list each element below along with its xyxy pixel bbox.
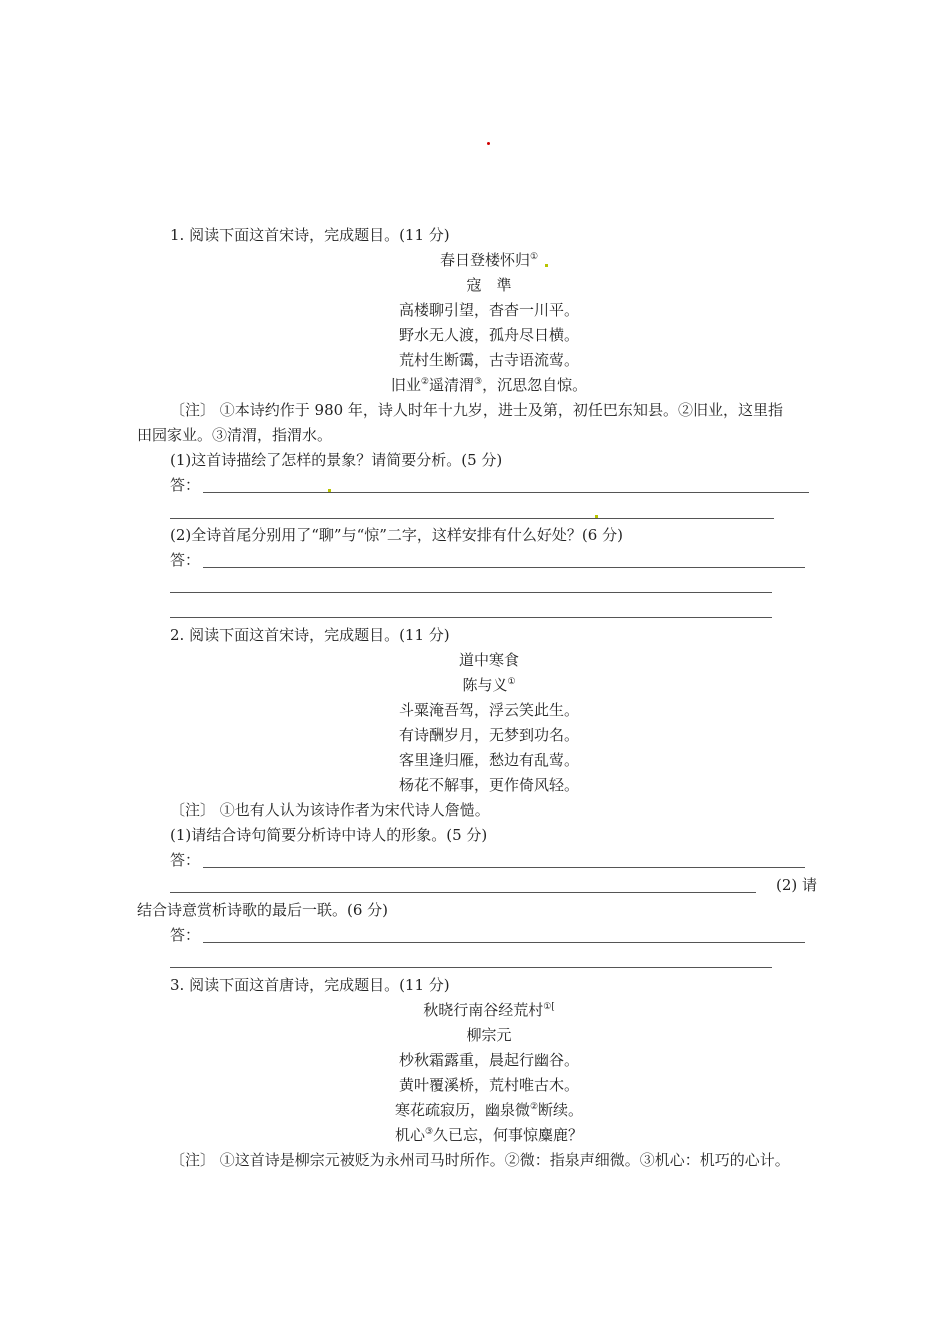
q1-answer-line-2[interactable] [170,518,774,519]
q1-footnote-mark-3: ③ [474,377,483,387]
q3-note: 〔注〕 ①这首诗是柳宗元被贬为永州司马时所作。②微：指泉声细微。③机心：机巧的心计。 [170,1151,790,1169]
q2-poem-line-2: 有诗酬岁月，无梦到功名。 [398,726,579,744]
q1-line4-part-a: 旧业 [390,376,421,394]
q2-answer-label-1: 答： [170,851,201,869]
yellow-dot-mark [545,264,548,267]
q2-heading: 2. 阅读下面这首宋诗，完成题目。(11 分) [170,626,450,644]
q3-poem-line-3 [0,1101,950,1119]
q3-line3-part-a: 寒花疏寂历，幽泉微 [394,1101,530,1119]
q3-poem-line-1: 杪秋霜露重，晨起行幽谷。 [398,1051,579,1069]
q2-answer-line-1[interactable] [203,867,805,868]
q3-heading: 3. 阅读下面这首唐诗，完成题目。(11 分) [170,976,450,994]
q1-poem-line-4 [0,376,950,394]
q2-poem-author [0,676,950,694]
red-dot-mark [487,142,490,145]
q1-poem-line-1: 高楼聊引望，杳杳一川平。 [398,301,579,319]
yellow-dot-mark [328,489,331,492]
q1-sub-question-2: (2)全诗首尾分别用了“聊”与“惊”二字，这样安排有什么好处？(6 分) [170,526,623,544]
q2-poem-line-1: 斗粟淹吾驾，浮云笑此生。 [398,701,579,719]
q1-title-text: 春日登楼怀归 [439,251,530,269]
q1-answer-line-3[interactable] [203,567,805,568]
q1-answer-line-5[interactable] [170,617,772,618]
q2-author-footnote-mark: ① [507,677,516,687]
q3-footnote-mark-2: ② [529,1102,539,1112]
q1-poem-author: 寇 準 [466,276,512,294]
yellow-dot-mark [595,515,598,518]
q1-line4-part-b: 遥清渭 [428,376,474,394]
q2-author-text: 陈与义 [462,676,508,694]
q3-poem-title [0,1001,950,1019]
q2-answer-line-3[interactable] [203,942,805,943]
q2-poem-line-4: 杨花不解事，更作倚风轻。 [398,776,579,794]
q2-sub-question-1: (1)请结合诗句简要分析诗中诗人的形象。(5 分) [170,826,488,844]
q3-line3-part-b: 断续。 [538,1101,584,1119]
q1-title-footnote-mark: ① [529,252,539,262]
q1-poem-line-2: 野水无人渡，孤舟尽日横。 [398,326,579,344]
q1-sub-question-1: (1)这首诗描绘了怎样的景象？请简要分析。(5 分) [170,451,503,469]
q3-title-footnote-mark: ①[ [543,1002,555,1012]
q1-answer-label-2: 答： [170,551,201,569]
q2-sub-question-2-rest: 结合诗意赏析诗歌的最后一联。(6 分) [137,901,389,919]
q2-answer-label-2: 答： [170,926,201,944]
q1-line4-part-c: ，沉思忽自惊。 [482,376,588,394]
q3-title-text: 秋晓行南谷经荒村 [423,1001,544,1019]
q1-answer-line-4[interactable] [170,592,772,593]
q3-line4-part-b: 久已忘，何事惊麋鹿？ [433,1126,584,1144]
q1-answer-line-1[interactable] [203,492,809,493]
q2-sub-question-2-start: (2) 请 [776,876,818,894]
q1-poem-line-3: 荒村生断霭，古寺语流莺。 [398,351,579,369]
q2-answer-line-2[interactable] [170,892,756,893]
q2-poem-title: 道中寒食 [458,651,519,669]
q1-heading: 1. 阅读下面这首宋诗，完成题目。(11 分) [170,226,450,244]
q1-note-line-1: 〔注〕 ①本诗约作于 980 年，诗人时年十九岁，进士及第，初任巴东知县。②旧业，这里指 [170,401,783,419]
q3-poem-line-2: 黄叶覆溪桥，荒村唯古木。 [398,1076,579,1094]
q3-line4-part-a: 机心 [394,1126,425,1144]
q2-note: 〔注〕 ①也有人认为该诗作者为宋代诗人詹慥。 [170,801,490,819]
q3-footnote-mark-3: ③ [424,1127,434,1137]
q1-poem-title [0,251,950,269]
q3-poem-author: 柳宗元 [466,1026,512,1044]
q2-poem-line-3: 客里逢归雁，愁边有乱莺。 [398,751,579,769]
q1-note-line-2: 田园家业。③清渭，指渭水。 [137,426,333,444]
q1-answer-label-1: 答： [170,476,201,494]
q3-poem-line-4 [0,1126,950,1144]
q1-footnote-mark-2: ② [420,377,429,387]
q2-answer-line-4[interactable] [170,967,772,968]
